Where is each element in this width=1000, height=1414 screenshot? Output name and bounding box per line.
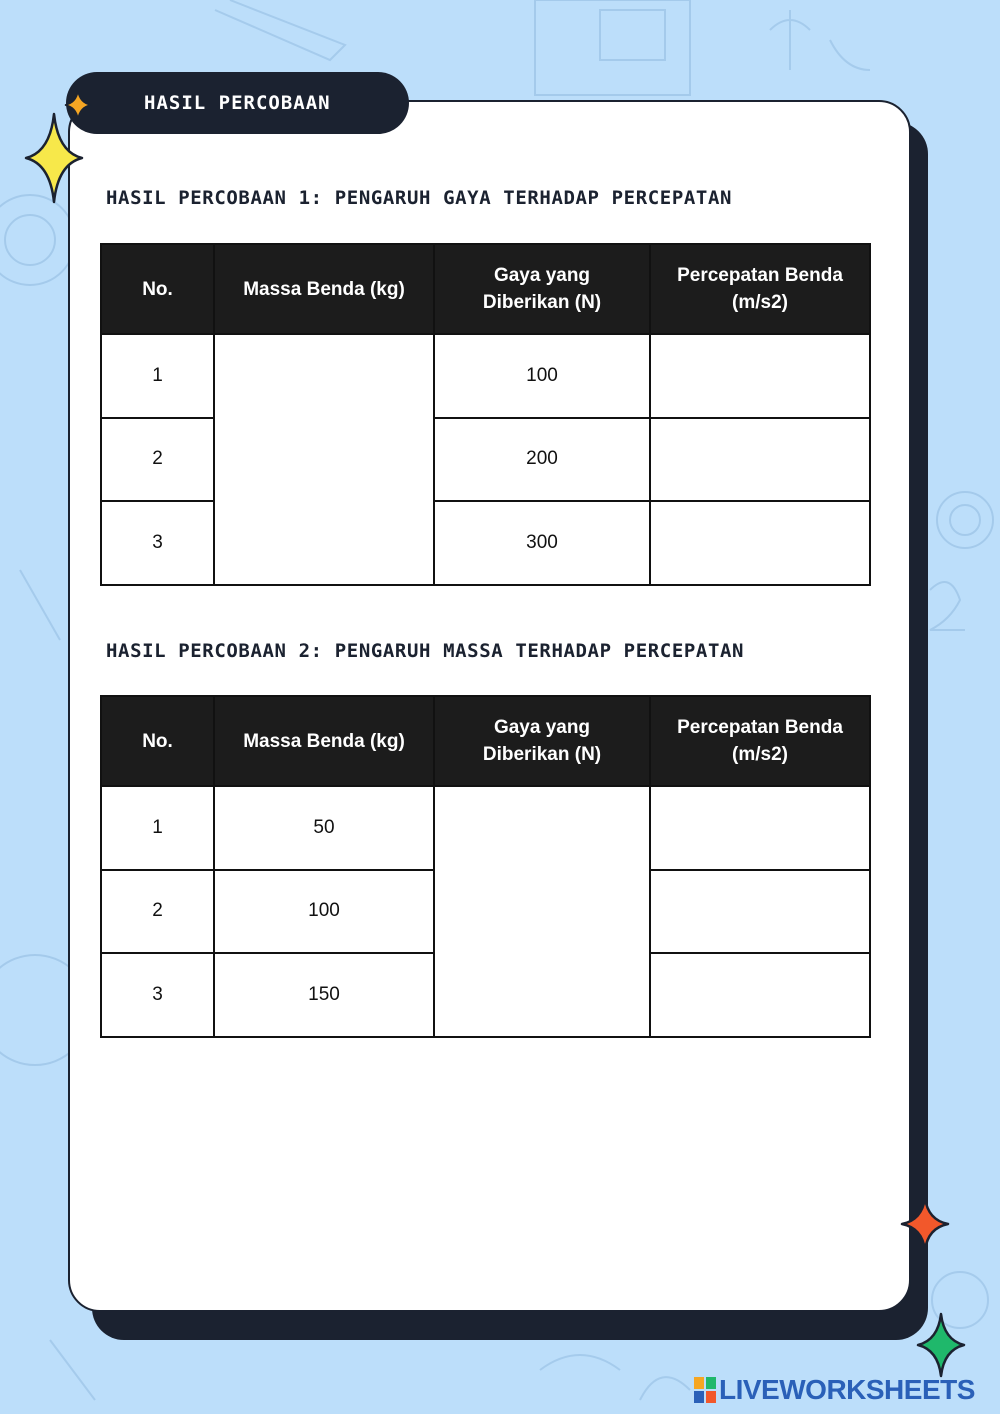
cell-acceleration-input[interactable] (650, 870, 870, 954)
cell-acceleration-input[interactable] (650, 334, 870, 418)
header-accel-line1: Percepatan Benda (677, 265, 843, 286)
table-row (101, 786, 870, 870)
liveworksheets-logo-icon (694, 1377, 716, 1403)
green-sparkle-star-icon (916, 1312, 966, 1378)
header-force (434, 244, 650, 334)
cell-mass: 50 (214, 786, 434, 870)
header-force-line1: Gaya yang (493, 717, 591, 738)
cell-no: 2 (101, 870, 214, 954)
header-force-line1: Gaya yang (493, 265, 591, 286)
experiment-2-title: HASIL PERCOBAAN 2: PENGARUH MASSA TERHADAP PERCEPATAN (106, 640, 745, 662)
cell-no: 2 (101, 418, 214, 502)
header-force (434, 696, 650, 786)
experiment-2-table (100, 695, 871, 1038)
header-accel-line2: (m/s2) (732, 744, 788, 765)
cell-acceleration-input[interactable] (650, 953, 870, 1037)
section-tab-label: HASIL PERCOBAAN (144, 92, 331, 114)
cell-mass: 100 (214, 870, 434, 954)
header-accel-line1: Percepatan Benda (677, 717, 843, 738)
cell-no: 1 (101, 786, 214, 870)
section-tab (66, 72, 409, 134)
table-header-row (101, 696, 870, 786)
liveworksheets-logo[interactable] (694, 1373, 975, 1407)
header-force-line2: Diberikan (N) (482, 744, 602, 765)
cell-mass: 150 (214, 953, 434, 1037)
red-sparkle-star-icon (900, 1196, 950, 1252)
cell-acceleration-input[interactable] (650, 501, 870, 585)
cell-force: 200 (434, 418, 650, 502)
header-force-line2: Diberikan (N) (482, 292, 602, 313)
yellow-sparkle-star-icon (24, 112, 84, 204)
header-accel-line2: (m/s2) (732, 292, 788, 313)
cell-mass-input[interactable] (214, 334, 434, 585)
cell-no: 3 (101, 953, 214, 1037)
cell-force: 100 (434, 334, 650, 418)
header-mass: Massa Benda (kg) (214, 696, 434, 786)
cell-no: 3 (101, 501, 214, 585)
header-acceleration (650, 244, 870, 334)
header-acceleration (650, 696, 870, 786)
header-mass: Massa Benda (kg) (214, 244, 434, 334)
experiment-1-title: HASIL PERCOBAAN 1: PENGARUH GAYA TERHADAP PERCEPATAN (106, 187, 733, 209)
cell-acceleration-input[interactable] (650, 418, 870, 502)
experiment-1-table (100, 243, 871, 586)
table-header-row (101, 244, 870, 334)
cell-force-input[interactable] (434, 786, 650, 1037)
cell-no: 1 (101, 334, 214, 418)
cell-force: 300 (434, 501, 650, 585)
cell-acceleration-input[interactable] (650, 786, 870, 870)
table-row (101, 334, 870, 418)
liveworksheets-logo-text: LIVEWORKSHEETS (719, 1374, 975, 1405)
header-no: No. (101, 696, 214, 786)
header-no: No. (101, 244, 214, 334)
